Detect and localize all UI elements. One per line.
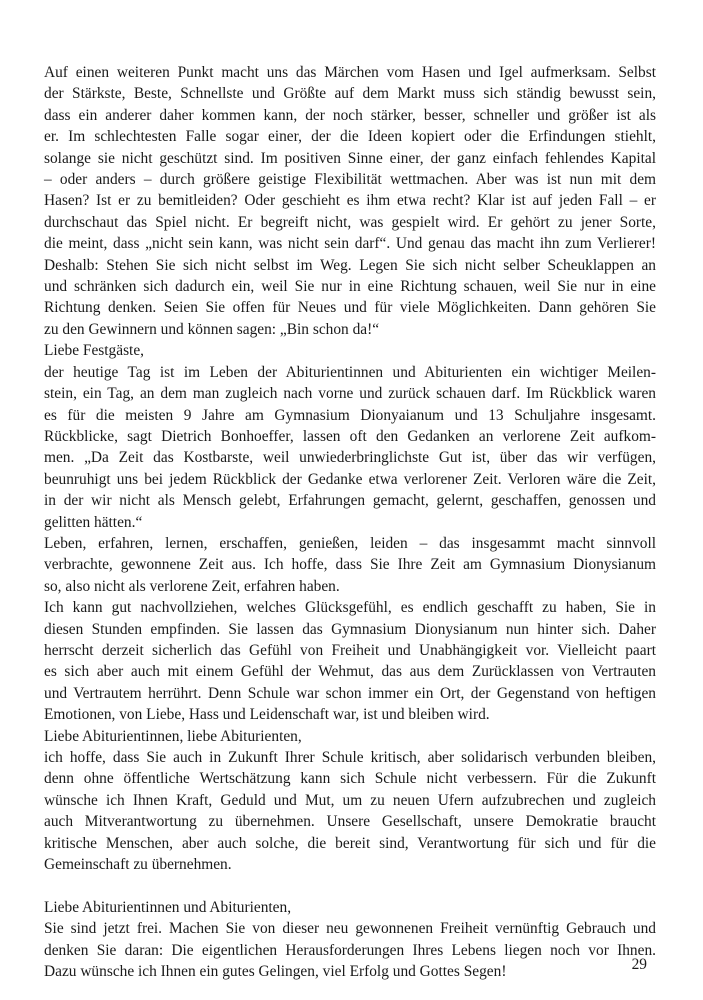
text-line: Hasen? Ist er zu bemitleiden? Oder geschieht es ihm etwa recht? Klar ist auf jeden Fall – er <box>44 192 656 210</box>
text-line: Liebe Festgäste, <box>44 342 145 360</box>
text-line: Richtung denken. Seien Sie offen für Neues und für viele Möglichkeiten. Dann gehören Sie <box>44 299 656 317</box>
text-line: diesen Stunden empfinden. Sie lassen das Gymnasium Dionysianum nun hinter sich. Daher <box>44 620 656 638</box>
page-number: 29 <box>631 956 647 973</box>
text-line: dass ein anderer daher kommen kann, der noch stärker, besser, schneller und größer ist als <box>44 106 656 124</box>
text-line: kritische Menschen, aber auch solche, die bereit sind, Verantwortung für sich und für die <box>44 834 656 852</box>
text-line: gelitten hätten.“ <box>44 513 143 531</box>
paragraph <box>44 62 656 340</box>
text-line: auch Mitverantwortung zu übernehmen. Unsere Gesellschaft, unsere Demokratie braucht <box>44 813 656 831</box>
paragraph-gap <box>44 875 656 896</box>
text-line: der Stärkste, Beste, Schnellste und Größte auf dem Markt muss sich ständig bewusst sein, <box>44 85 656 103</box>
text-line: wünsche ich Ihnen Kraft, Geduld und Mut, um zu neuen Ufern aufzubrechen und zugleich <box>44 791 656 809</box>
text-line: in der wir nicht als Mensch gelebt, Erfahrungen gemacht, gelernt, geschaffen, genossen und <box>44 492 656 510</box>
text-line: Auf einen weiteren Punkt macht uns das Märchen vom Hasen und Igel aufmerksam. Selbst <box>44 64 656 81</box>
paragraph <box>44 918 656 982</box>
text-line: Rückblicke, sagt Dietrich Bonhoeffer, lassen oft den Gedanken an verlorene Zeit aufkom- <box>44 427 656 445</box>
text-line: Leben, erfahren, lernen, erschaffen, genießen, leiden – das insgesammt macht sinnvoll <box>44 534 656 552</box>
text-line: er. Im schlechtesten Falle sogar einer, der die Ideen kopiert oder die Erfindungen stiehlt, <box>44 128 656 146</box>
text-line: denn ohne öffentliche Wertschätzung kann sich Schule nicht verbessern. Für die Zukunft <box>44 770 656 788</box>
text-line: verbrachte, gewonnene Zeit aus. Ich hoffe, dass Sie Ihre Zeit am Gymnasium Dionysianum <box>44 556 656 574</box>
paragraph <box>44 597 656 725</box>
paragraph <box>44 340 656 361</box>
text-line: die meint, dass „nicht sein kann, was nicht sein darf“. Und genau das macht ihn zum Verlierer! <box>44 235 656 253</box>
text-line: stein, ein Tag, an dem man zugleich nach vorne und zurück schauen darf. Im Rückblick waren <box>44 385 656 403</box>
body-text <box>44 62 656 982</box>
text-line: Liebe Abiturientinnen, liebe Abiturienten, <box>44 727 302 745</box>
text-line: Gemeinschaft zu übernehmen. <box>44 856 232 874</box>
paragraph <box>44 533 656 597</box>
text-line: der heutige Tag ist im Leben der Abiturientinnen und Abiturienten ein wichtiger Meilen- <box>44 363 656 381</box>
text-line: Deshalb: Stehen Sie sich nicht selbst im Weg. Legen Sie sich nicht selber Scheuklappen an <box>44 256 656 274</box>
text-line: – oder anders – durch größere geistige Flexibilität wettmachen. Aber was ist nun mit dem <box>44 171 656 189</box>
text-line: Liebe Abiturientinnen und Abiturienten, <box>44 898 292 916</box>
text-line: so, also nicht als verlorene Zeit, erfahren haben. <box>44 577 340 595</box>
text-line: Sie sind jetzt frei. Machen Sie von dieser neu gewonnenen Freiheit vernünftig Gebrauch und <box>44 920 656 938</box>
text-line: Ich kann gut nachvollziehen, welches Glücksgefühl, es endlich geschafft zu haben, Sie in <box>44 599 656 617</box>
text-line: Emotionen, von Liebe, Hass und Leidenschaft war, ist und bleiben wird. <box>44 706 490 724</box>
paragraph <box>44 897 656 918</box>
text-line: beunruhigt uns bei jedem Rückblick der Gedanke etwa verlorener Zeit. Verloren wäre die Zeit, <box>44 470 656 488</box>
text-line: ich hoffe, dass Sie auch in Zukunft Ihrer Schule kritisch, aber solidarisch verbunden bleiben, <box>44 749 656 766</box>
text-line: men. „Da Zeit das Kostbarste, weil unwiederbringlichste Gut ist, über das wir verfügen, <box>44 449 656 467</box>
text-line: zu den Gewinnern und können sagen: „Bin schon da!“ <box>44 320 380 338</box>
text-line: und schränken sich dadurch ein, weil Sie nur in eine Richtung schauen, weil Sie nur in eine <box>44 278 656 296</box>
paragraph <box>44 726 656 747</box>
text-line: es sich aber auch mit einem Gefühl der Wehmut, das aus dem Zurücklassen von Vertrauten <box>44 663 656 681</box>
text-line: herrscht derzeit sicherlich das Gefühl von Freiheit und Unabhängigkeit vor. Vielleicht paart <box>44 641 656 659</box>
paragraph <box>44 747 656 875</box>
text-line: es für die meisten 9 Jahre am Gymnasium Dionyaianum und 13 Schuljahre insgesamt. <box>44 406 656 424</box>
paragraph <box>44 362 656 533</box>
text-line: solange sie nicht geschützt sind. Im positiven Sinne einer, der ganz einfach fehlendes Kapital <box>44 149 656 167</box>
text-line: Dazu wünsche ich Ihnen ein gutes Gelingen, viel Erfolg und Gottes Segen! <box>44 963 507 981</box>
text-line: und Vertrautem herrührt. Denn Schule war schon immer ein Ort, der Gegenstand von heftigen <box>44 684 656 702</box>
text-line: denken Sie daran: Die eigentlichen Herausforderungen Ihres Lebens liegen noch vor Ihnen. <box>44 941 656 959</box>
text-line: durchschaut das Spiel nicht. Er begreift nicht, was gespielt wird. Er gehört zu jener Sorte, <box>44 213 656 231</box>
